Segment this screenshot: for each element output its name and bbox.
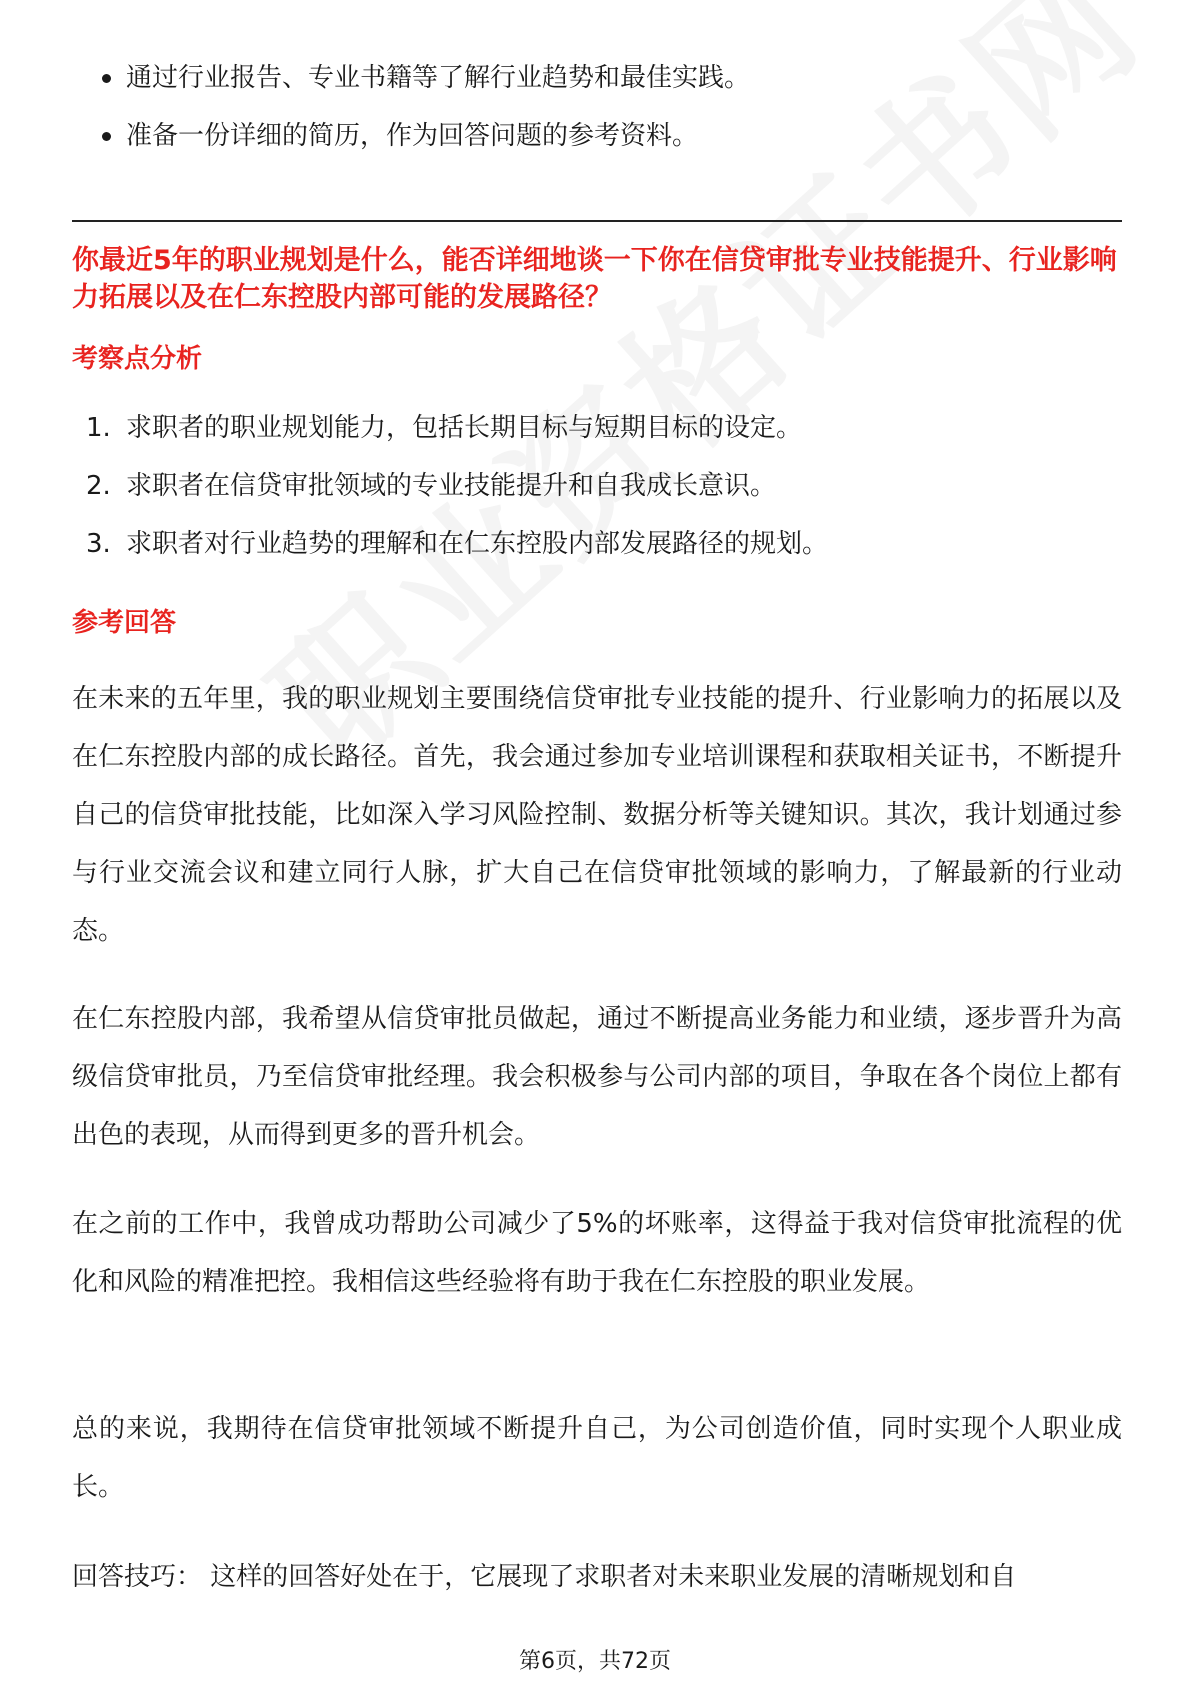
analysis-list (72, 410, 1122, 584)
question-heading: 你最近5年的职业规划是什么，能否详细地谈一下你在信贷审批专业技能提升、行业影响力拓展以及在仁东控股内部可能的发展路径？ (72, 245, 1117, 313)
list-item-text: 准备一份详细的简历，作为回答问题的参考资料。 (126, 121, 699, 151)
list-number: 2. (86, 471, 111, 501)
bullet-list (72, 60, 1122, 176)
list-item (72, 410, 1122, 446)
list-item-text: 求职者在信贷审批领域的专业技能提升和自我成长意识。 (126, 471, 777, 501)
list-item-text: 通过行业报告、专业书籍等了解行业趋势和最佳实践。 (126, 63, 751, 93)
answer-paragraph: 在之前的工作中，我曾成功帮助公司减少了5%的坏账率，这得益于我对信贷审批流程的优化和风险的精准把控。我相信这些经验将有助于我在仁东控股的职业发展。 (72, 1209, 1122, 1297)
list-item-text: 求职者的职业规划能力，包括长期目标与短期目标的设定。 (126, 413, 803, 443)
section-divider (72, 220, 1122, 222)
answer-paragraph: 总的来说，我期待在信贷审批领域不断提升自己，为公司创造价值，同时实现个人职业成长。 (72, 1414, 1122, 1502)
bullet-dot-icon (102, 74, 111, 83)
answer-paragraph: 在未来的五年里，我的职业规划主要围绕信贷审批专业技能的提升、行业影响力的拓展以及在仁东控股内部的成长路径。首先，我会通过参加专业培训课程和获取相关证书，不断提升自己的信贷审批技能，比如深入学习风险控制、数据分析等关键知识。其次，我计划通过参与行业交流会议和建立同行人脉，扩大自己在信贷审批领域的影响力，了解最新的行业动态。 (72, 684, 1122, 946)
answer-paragraph: 在仁东控股内部，我希望从信贷审批员做起，通过不断提高业务能力和业绩，逐步晋升为高级信贷审批员，乃至信贷审批经理。我会积极参与公司内部的项目，争取在各个岗位上都有出色的表现，从而得到更多的晋升机会。 (72, 1004, 1122, 1150)
list-item (72, 468, 1122, 504)
analysis-heading: 考察点分析 (72, 344, 203, 374)
bullet-dot-icon (102, 132, 111, 141)
list-number: 1. (86, 413, 111, 443)
list-number: 3. (86, 529, 111, 559)
list-item (72, 118, 1122, 154)
answer-tip: 回答技巧： 这样的回答好处在于，它展现了求职者对未来职业发展的清晰规划和自 (72, 1562, 1017, 1592)
page-number: 第6页，共72页 (519, 1649, 671, 1674)
list-item (72, 526, 1122, 562)
list-item-text: 求职者对行业趋势的理解和在仁东控股内部发展路径的规划。 (126, 529, 829, 559)
answer-heading: 参考回答 (72, 608, 177, 638)
list-item (72, 60, 1122, 96)
